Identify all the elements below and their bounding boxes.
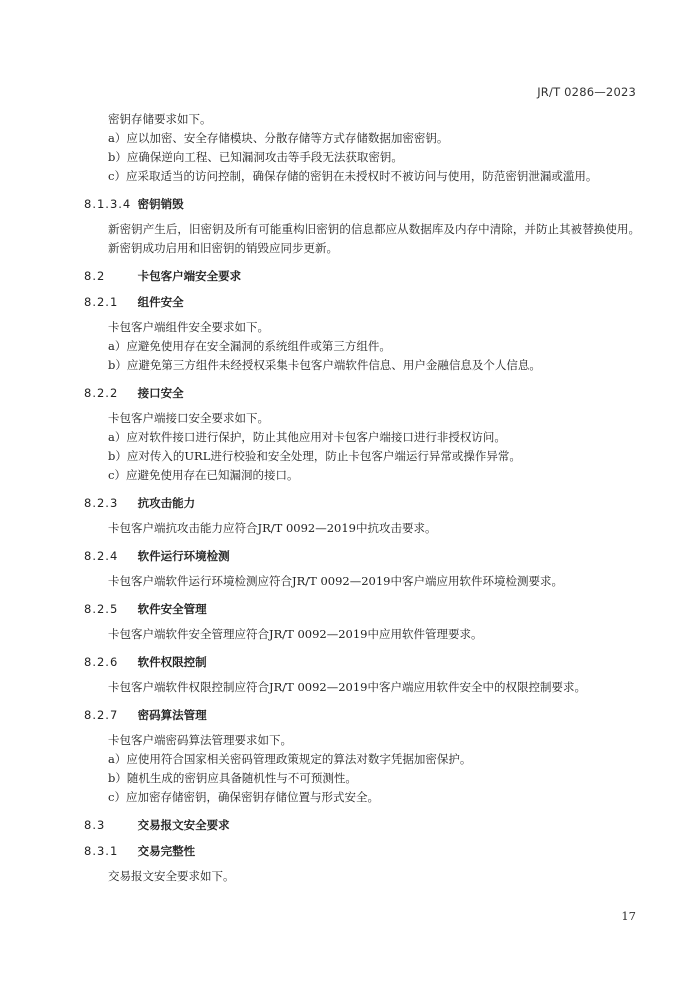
section-heading [84,295,640,310]
section-heading [84,269,640,284]
section-number: 8.2 [84,269,106,283]
section-heading [84,496,640,511]
list-item: a）应以加密、安全存储模块、分散存储等方式存储数据加密密钥。 [108,131,449,145]
section-title: 密码算法管理 [137,708,207,722]
paragraph: 新密钥产生后，旧密钥及所有可能重构旧密钥的信息都应从数据库及内存中清除，并防止其被替换使用。新密钥成功启用和旧密钥的销毁应同步更新。 [108,222,640,255]
section-title: 密钥销毁 [137,197,184,211]
section-heading [84,708,640,723]
section-title: 交易完整性 [137,844,196,858]
section-number: 8.3 [84,818,106,832]
section-title: 软件权限控制 [137,655,207,669]
paragraph: 卡包客户端组件安全要求如下。 [108,320,269,334]
list-item: b）应确保逆向工程、已知漏洞攻击等手段无法获取密钥。 [108,150,403,164]
section-number: 8.2.4 [84,549,119,563]
list-item: c）应采取适当的访问控制，确保存储的密钥在未授权时不被访问与使用，防范密钥泄漏或滥用。 [108,169,598,183]
section-number: 8.2.6 [84,655,119,669]
paragraph: 卡包客户端抗攻击能力应符合JR/T 0092—2019中抗攻击要求。 [108,521,437,535]
section-number: 8.2.7 [84,708,119,722]
list-item: c）应加密存储密钥，确保密钥存储位置与形式安全。 [108,790,379,804]
list-item: b）随机生成的密钥应具备随机性与不可预测性。 [108,771,357,785]
section-title: 组件安全 [137,295,184,309]
section-number: 8.1.3.4 [84,197,132,211]
section-title: 接口安全 [137,386,184,400]
list-item: a）应避免使用存在安全漏洞的系统组件或第三方组件。 [108,339,391,353]
section-title: 软件安全管理 [137,602,207,616]
section-heading [84,655,640,670]
section-number: 8.2.1 [84,295,119,309]
section-title: 卡包客户端安全要求 [137,269,242,283]
section-title: 抗攻击能力 [137,496,196,510]
list-item: b）应对传入的URL进行校验和安全处理，防止卡包客户端运行异常或操作异常。 [108,449,521,463]
page-number: 17 [621,909,636,923]
paragraph: 卡包客户端软件运行环境检测应符合JR/T 0092—2019中客户端应用软件环境检测要求。 [108,574,563,588]
page-content [84,110,640,886]
paragraph: 卡包客户端软件安全管理应符合JR/T 0092—2019中应用软件管理要求。 [108,627,483,641]
section-heading [84,549,640,564]
section-heading [84,197,640,212]
document-code: JR/T 0286—2023 [537,85,636,99]
paragraph: 交易报文安全要求如下。 [108,869,235,883]
list-item: a）应对软件接口进行保护，防止其他应用对卡包客户端接口进行非授权访问。 [108,430,506,444]
paragraph: 卡包客户端密码算法管理要求如下。 [108,733,292,747]
section-number: 8.3.1 [84,844,119,858]
list-item: a）应使用符合国家相关密码管理政策规定的算法对数字凭据加密保护。 [108,752,472,766]
section-heading [84,844,640,859]
section-number: 8.2.3 [84,496,119,510]
list-item: b）应避免第三方组件未经授权采集卡包客户端软件信息、用户金融信息及个人信息。 [108,358,541,372]
paragraph: 卡包客户端接口安全要求如下。 [108,411,269,425]
section-number: 8.2.5 [84,602,119,616]
section-heading [84,602,640,617]
list-item: c）应避免使用存在已知漏洞的接口。 [108,468,299,482]
section-number: 8.2.2 [84,386,119,400]
section-title: 软件运行环境检测 [137,549,230,563]
section-title: 交易报文安全要求 [137,818,230,832]
section-heading [84,386,640,401]
paragraph: 卡包客户端软件权限控制应符合JR/T 0092—2019中客户端应用软件安全中的权限控制要求。 [108,680,586,694]
paragraph: 密钥存储要求如下。 [108,112,212,126]
section-heading [84,818,640,833]
